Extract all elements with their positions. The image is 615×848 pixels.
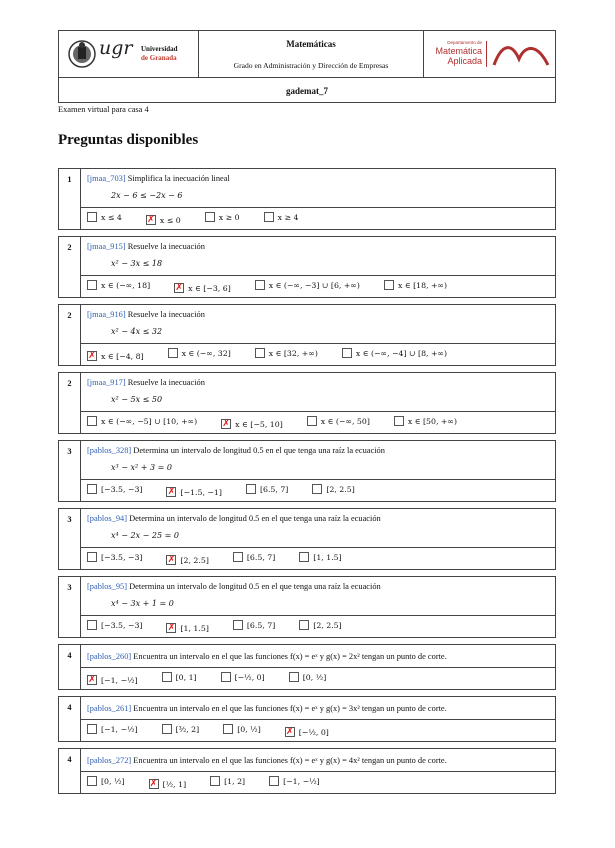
answer-checkbox[interactable]	[255, 348, 265, 358]
answer-checkbox[interactable]	[210, 776, 220, 786]
answer-option[interactable]	[255, 280, 360, 290]
question-id-link[interactable]: [jmaa_916]	[87, 310, 126, 319]
question-body	[81, 509, 555, 569]
answer-checkbox[interactable]	[233, 552, 243, 562]
answer-checkbox[interactable]	[166, 623, 176, 633]
answer-label: [−1, −½]	[101, 724, 138, 734]
question-id-link[interactable]: [jmaa_917]	[87, 378, 126, 387]
question-text: Resuelve la inecuación	[125, 310, 205, 319]
answer-option[interactable]	[146, 215, 181, 225]
question-id-link[interactable]: [pablos_260]	[87, 652, 132, 661]
answer-option[interactable]	[87, 416, 197, 426]
answer-checkbox[interactable]	[269, 776, 279, 786]
cross-mark-icon: ✗	[167, 623, 176, 633]
question-id-link[interactable]: [pablos_261]	[87, 704, 132, 713]
question-id-link[interactable]: [pablos_272]	[87, 756, 132, 765]
answer-checkbox[interactable]	[87, 620, 97, 630]
answer-checkbox[interactable]	[87, 675, 97, 685]
cross-mark-icon: ✗	[167, 555, 176, 565]
header-top-row	[59, 31, 555, 78]
cross-mark-icon: ✗	[285, 727, 294, 737]
dept-line-1: Matemática	[435, 46, 482, 56]
university-line2: de Granada	[141, 54, 177, 62]
answer-option[interactable]	[87, 351, 144, 361]
answer-checkbox[interactable]	[342, 348, 352, 358]
cross-mark-icon: ✗	[88, 351, 96, 361]
answer-label: x ≥ 4	[277, 212, 299, 222]
question-block	[58, 576, 556, 638]
answer-option[interactable]	[87, 484, 142, 494]
answer-label: [−½, 0]	[298, 727, 329, 737]
answer-checkbox[interactable]	[221, 672, 231, 682]
answer-option[interactable]	[149, 779, 187, 789]
question-text: Determina un intervalo de longitud 0.5 en el que tenga una raíz la ecuación	[131, 446, 385, 455]
answer-label: [6.5, 7]	[259, 484, 289, 494]
answer-label: [−½, 0]	[234, 672, 265, 682]
exam-label: Examen virtual para casa 4	[58, 105, 149, 114]
question-body	[81, 697, 555, 741]
answer-option[interactable]	[87, 552, 142, 562]
answer-label: [−1.5, −1]	[180, 487, 222, 497]
question-number: 4	[59, 697, 81, 741]
question-block	[58, 508, 556, 570]
answer-checkbox[interactable]	[146, 215, 156, 225]
question-body	[81, 373, 555, 433]
answer-checkbox[interactable]	[223, 724, 233, 734]
question-block	[58, 304, 556, 366]
question-block	[58, 440, 556, 502]
answer-option[interactable]	[205, 212, 240, 222]
answer-checkbox[interactable]	[168, 348, 178, 358]
answer-label: [6.5, 7]	[246, 552, 276, 562]
answer-checkbox[interactable]	[394, 416, 404, 426]
question-text-line	[81, 645, 555, 667]
question-expression: x⁴ − 3x + 1 = 0	[111, 599, 174, 608]
answer-label: x ≤ 0	[159, 215, 181, 225]
answer-checkbox[interactable]	[87, 280, 97, 290]
answer-label: x ∈ [−5, 10]	[235, 419, 283, 429]
answer-checkbox[interactable]	[285, 727, 295, 737]
answer-option[interactable]	[285, 727, 329, 737]
answer-checkbox[interactable]	[87, 724, 97, 734]
answer-options	[81, 207, 555, 229]
answer-label: x ∈ [50, +∞)	[407, 416, 458, 426]
question-body	[81, 645, 555, 689]
answer-label: x ∈ (−∞, 32]	[181, 348, 231, 358]
question-text-line	[81, 749, 555, 771]
answer-label: [0, ½]	[302, 672, 327, 682]
question-block	[58, 168, 556, 230]
header-center	[199, 31, 424, 78]
answer-checkbox[interactable]	[174, 283, 184, 293]
exam-code: gademat_7	[286, 86, 328, 96]
answer-option[interactable]	[87, 620, 142, 630]
question-id-link[interactable]: [jmaa_703]	[87, 174, 126, 183]
question-block	[58, 644, 556, 690]
answer-option[interactable]	[87, 776, 125, 786]
answer-checkbox[interactable]	[384, 280, 394, 290]
answer-label: [−1, −½]	[101, 675, 138, 685]
answer-options	[81, 771, 555, 793]
document-header	[58, 30, 556, 103]
question-expression: x² − 4x ≤ 32	[111, 327, 163, 336]
question-text-line	[81, 373, 555, 390]
dept-curve-icon	[492, 41, 550, 67]
course-title: Matemáticas	[286, 39, 336, 49]
answer-option[interactable]	[210, 776, 245, 786]
answer-label: x ∈ [−4, 8]	[101, 351, 144, 361]
university-seal-icon	[67, 37, 97, 71]
question-expression: x⁴ − 2x − 25 = 0	[111, 531, 179, 540]
question-text-line	[81, 305, 555, 322]
question-number: 3	[59, 441, 81, 501]
question-text: Determina un intervalo de longitud 0.5 en el que tenga una raíz la ecuación	[127, 514, 381, 523]
question-text-line	[81, 577, 555, 594]
cross-mark-icon: ✗	[147, 215, 155, 225]
course-subtitle: Grado en Administración y Dirección de Empresas	[233, 61, 389, 70]
question-text-line	[81, 237, 555, 254]
answer-option[interactable]	[312, 484, 354, 494]
answer-label: x ≥ 0	[218, 212, 240, 222]
question-expression: 2x − 6 ≤ −2x − 6	[111, 191, 183, 200]
answer-checkbox[interactable]	[246, 484, 256, 494]
answer-label: [³⁄₂, 2]	[175, 724, 200, 734]
cross-mark-icon: ✗	[167, 487, 176, 497]
answer-options	[81, 343, 555, 365]
question-text-line	[81, 169, 555, 186]
question-number: 3	[59, 509, 81, 569]
cross-mark-icon: ✗	[222, 419, 230, 429]
question-text-line	[81, 441, 555, 458]
question-body	[81, 749, 555, 793]
question-number: 3	[59, 577, 81, 637]
answer-checkbox[interactable]	[233, 620, 243, 630]
question-block	[58, 696, 556, 742]
ugr-logo	[59, 31, 199, 78]
answer-options	[81, 411, 555, 433]
question-text: Determina un intervalo de longitud 0.5 en el que tenga una raíz la ecuación	[127, 582, 381, 591]
cross-mark-icon: ✗	[149, 779, 158, 789]
question-number: 4	[59, 749, 81, 793]
answer-option[interactable]	[233, 620, 275, 630]
answer-option[interactable]	[264, 212, 299, 222]
answer-checkbox[interactable]	[87, 351, 97, 361]
dept-name	[430, 40, 482, 66]
answer-checkbox[interactable]	[307, 416, 317, 426]
answer-label: x ∈ (−∞, −4] ∪ [8, +∞)	[355, 348, 448, 358]
answer-label: [−3.5, −3]	[101, 552, 143, 562]
question-block	[58, 236, 556, 298]
question-text: Simplifica la inecuación lineal	[125, 174, 230, 183]
answer-label: x ∈ [−3, 6]	[188, 283, 231, 293]
question-body	[81, 237, 555, 297]
answer-label: [1, 1.5]	[313, 552, 342, 562]
question-number: 2	[59, 237, 81, 297]
answer-option[interactable]	[233, 552, 275, 562]
dept-line-small: Departamento de	[447, 40, 482, 45]
answer-option[interactable]	[87, 724, 138, 734]
answer-label: [0, 1]	[175, 672, 197, 682]
answer-options	[81, 667, 555, 689]
answer-checkbox[interactable]	[162, 724, 172, 734]
answer-option[interactable]	[299, 620, 341, 630]
answer-option[interactable]	[87, 212, 122, 222]
answer-checkbox[interactable]	[221, 419, 231, 429]
answer-option[interactable]	[394, 416, 457, 426]
question-text: Resuelve la inecuación	[125, 378, 205, 387]
answer-checkbox[interactable]	[255, 280, 265, 290]
answer-checkbox[interactable]	[87, 484, 97, 494]
answer-options	[81, 615, 555, 637]
question-expression: x³ − x² + 3 = 0	[111, 463, 172, 472]
answer-checkbox[interactable]	[205, 212, 215, 222]
answer-label: x ∈ (−∞, −3] ∪ [6, +∞)	[268, 280, 360, 290]
answer-checkbox[interactable]	[166, 555, 176, 565]
question-text-line	[81, 697, 555, 719]
answer-label: [2, 2.5]	[313, 620, 342, 630]
answer-checkbox[interactable]	[289, 672, 299, 682]
math-dept-logo	[424, 31, 557, 78]
answer-label: [1, 1.5]	[180, 623, 209, 633]
cross-mark-icon: ✗	[88, 675, 96, 685]
question-text-line	[81, 509, 555, 526]
answer-label: [0, ½]	[101, 776, 125, 786]
answer-option[interactable]	[307, 416, 370, 426]
answer-option[interactable]	[246, 484, 288, 494]
answer-label: [½, 1]	[162, 779, 187, 789]
question-number: 1	[59, 169, 81, 229]
answer-options	[81, 479, 555, 501]
question-id-link[interactable]: [pablos_95]	[87, 582, 128, 591]
answer-option[interactable]	[299, 552, 341, 562]
answer-option[interactable]	[166, 487, 221, 497]
answer-option[interactable]	[87, 280, 150, 290]
question-body	[81, 577, 555, 637]
answer-checkbox[interactable]	[149, 779, 159, 789]
answer-option[interactable]	[255, 348, 318, 358]
dept-line-2: Aplicada	[447, 56, 482, 66]
answer-label: x ∈ (−∞, −5] ∪ [10, +∞)	[101, 416, 198, 426]
answer-option[interactable]	[221, 419, 283, 429]
question-id-link[interactable]: [jmaa_915]	[87, 242, 126, 251]
answer-option[interactable]	[166, 623, 208, 633]
answer-option[interactable]	[223, 724, 261, 734]
answer-checkbox[interactable]	[312, 484, 322, 494]
answer-option[interactable]	[269, 776, 320, 786]
answer-options	[81, 719, 555, 741]
question-expression: x² − 3x ≤ 18	[111, 259, 163, 268]
university-line1: Universidad	[141, 45, 178, 53]
question-number: 4	[59, 645, 81, 689]
question-body	[81, 169, 555, 229]
questions-list	[58, 168, 556, 800]
answer-label: x ∈ [32, +∞)	[268, 348, 318, 358]
question-id-link[interactable]: [pablos_94]	[87, 514, 128, 523]
answer-label: [−3.5, −3]	[101, 620, 143, 630]
answer-label: [−1, −½]	[283, 776, 320, 786]
answer-label: [−3.5, −3]	[101, 484, 143, 494]
answer-checkbox[interactable]	[299, 552, 309, 562]
cross-mark-icon: ✗	[175, 283, 183, 293]
answer-label: [6.5, 7]	[246, 620, 276, 630]
answer-option[interactable]	[342, 348, 447, 358]
question-text: Encuentra un intervalo en el que las funciones f(x) = eˣ y g(x) = 4x² tengan un punto de corte.	[131, 756, 447, 765]
answer-label: [0, ½]	[237, 724, 261, 734]
ugr-wordmark: ugr	[99, 37, 133, 59]
answer-checkbox[interactable]	[87, 212, 97, 222]
university-name	[141, 45, 178, 63]
answer-label: x ≤ 4	[101, 212, 122, 222]
answer-checkbox[interactable]	[166, 487, 176, 497]
answer-option[interactable]	[162, 724, 200, 734]
answer-options	[81, 547, 555, 569]
dept-divider	[486, 41, 487, 67]
answer-option[interactable]	[168, 348, 231, 358]
section-title: Preguntas disponibles	[58, 132, 199, 148]
answer-option[interactable]	[384, 280, 447, 290]
question-number: 2	[59, 373, 81, 433]
answer-checkbox[interactable]	[264, 212, 274, 222]
answer-checkbox[interactable]	[299, 620, 309, 630]
question-text: Encuentra un intervalo en el que las funciones f(x) = eˣ y g(x) = 3x² tengan un punto de corte.	[131, 704, 447, 713]
answer-label: [2, 2.5]	[180, 555, 209, 565]
answer-label: x ∈ [18, +∞)	[397, 280, 448, 290]
answer-option[interactable]	[289, 672, 327, 682]
answer-checkbox[interactable]	[162, 672, 172, 682]
answer-option[interactable]	[174, 283, 231, 293]
answer-label: x ∈ (−∞, 50]	[320, 416, 370, 426]
answer-option[interactable]	[162, 672, 197, 682]
question-expression: x² − 5x ≤ 50	[111, 395, 163, 404]
answer-checkbox[interactable]	[87, 552, 97, 562]
answer-label: x ∈ (−∞, 18]	[101, 280, 151, 290]
answer-label: [1, 2]	[224, 776, 246, 786]
answer-label: [2, 2.5]	[326, 484, 355, 494]
question-block	[58, 372, 556, 434]
question-body	[81, 305, 555, 365]
question-number: 2	[59, 305, 81, 365]
answer-checkbox[interactable]	[87, 416, 97, 426]
answer-option[interactable]	[87, 675, 138, 685]
answer-option[interactable]	[221, 672, 265, 682]
question-block	[58, 748, 556, 794]
question-text: Resuelve la inecuación	[125, 242, 205, 251]
question-text: Encuentra un intervalo en el que las funciones f(x) = eˣ y g(x) = 2x² tengan un punto de corte.	[131, 652, 447, 661]
answer-option[interactable]	[166, 555, 208, 565]
question-id-link[interactable]: [pablos_328]	[87, 446, 132, 455]
question-body	[81, 441, 555, 501]
answer-checkbox[interactable]	[87, 776, 97, 786]
answer-options	[81, 275, 555, 297]
